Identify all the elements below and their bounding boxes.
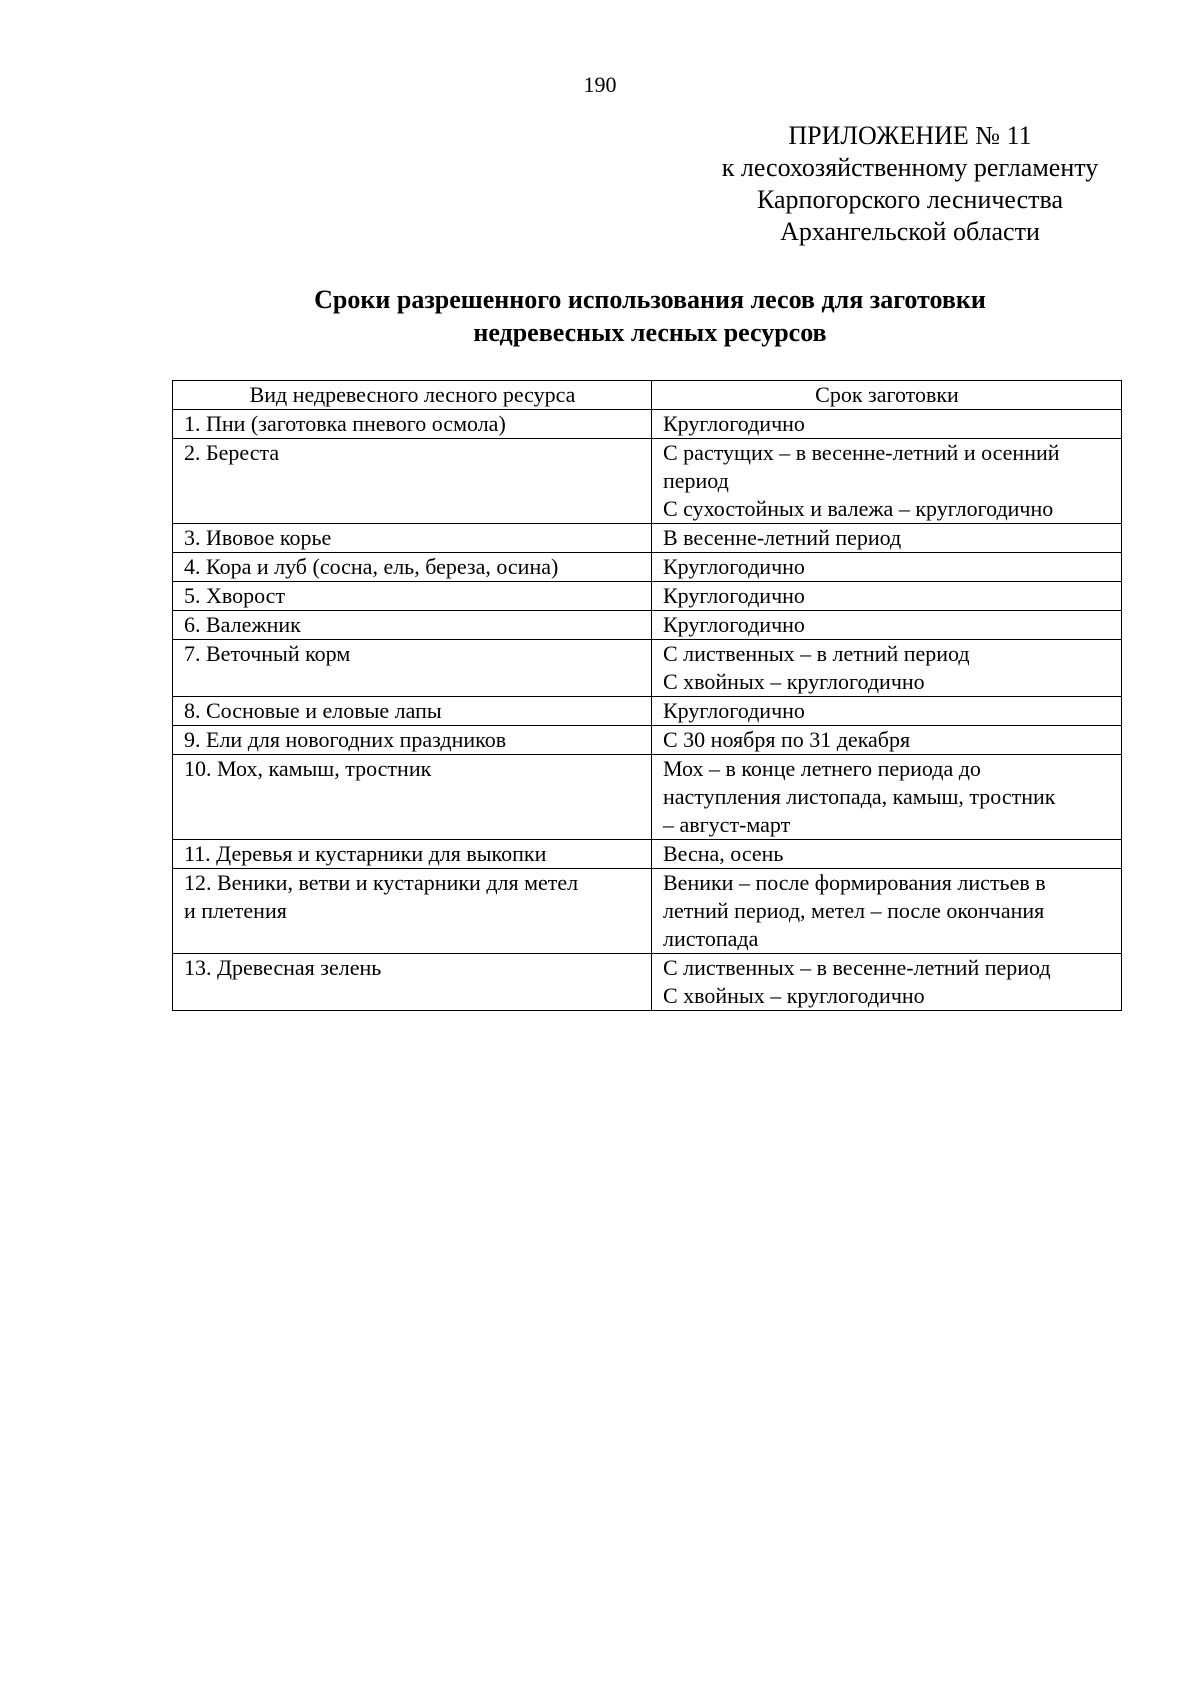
table-body (173, 410, 1122, 1011)
period-line: С растущих – в весенне-летний и осенний (663, 440, 1060, 465)
period-cell (652, 410, 1122, 439)
period-line: С лиственных – в весенне-летний период (663, 955, 1051, 980)
period-line: С лиственных – в летний период (663, 641, 970, 666)
period-cell (652, 439, 1122, 524)
table-row (173, 755, 1122, 840)
table-row (173, 726, 1122, 755)
period-line: Круглогодично (663, 698, 805, 723)
resource-line: 11. Деревья и кустарники для выкопки (184, 841, 547, 866)
resource-cell (173, 439, 652, 524)
resource-cell (173, 582, 652, 611)
resource-cell (173, 640, 652, 697)
document-title-line: Сроки разрешенного использования лесов для заготовки (314, 285, 986, 314)
period-line: Круглогодично (663, 554, 805, 579)
period-line: С хвойных – круглогодично (663, 669, 925, 694)
period-line: листопада (663, 926, 759, 951)
period-line: летний период, метел – после окончания (663, 898, 1045, 923)
table-row (173, 954, 1122, 1011)
resource-cell (173, 755, 652, 840)
period-line: С хвойных – круглогодично (663, 983, 925, 1008)
period-cell (652, 869, 1122, 954)
period-line: Круглогодично (663, 612, 805, 637)
period-line: Веники – после формирования листьев в (663, 870, 1046, 895)
appendix-forestry: Карпогорского лесничества (756, 185, 1063, 214)
resource-line: и плетения (184, 898, 287, 923)
period-cell (652, 640, 1122, 697)
resource-line: 3. Ивовое корье (184, 525, 332, 550)
period-line: Мох – в конце летнего периода до (663, 756, 981, 781)
table-row (173, 439, 1122, 524)
appendix-regulation: к лесохозяйственному регламенту (721, 153, 1099, 182)
table-row (173, 840, 1122, 869)
period-line: С 30 ноября по 31 декабря (663, 727, 911, 752)
resource-line: 8. Сосновые и еловые лапы (184, 698, 442, 723)
resource-line: 10. Мох, камыш, тростник (184, 756, 432, 781)
resource-cell (173, 726, 652, 755)
page-number: 190 (583, 72, 617, 97)
period-line: Круглогодично (663, 583, 805, 608)
period-line: – август-март (663, 812, 791, 837)
resource-cell (173, 954, 652, 1011)
resource-line: 7. Веточный корм (184, 641, 351, 666)
table-row (173, 697, 1122, 726)
period-cell (652, 697, 1122, 726)
document-title (150, 283, 1150, 349)
table-row (173, 640, 1122, 697)
period-cell (652, 954, 1122, 1011)
period-cell (652, 755, 1122, 840)
table-row (173, 524, 1122, 553)
resource-line: 6. Валежник (184, 612, 301, 637)
table-row (173, 582, 1122, 611)
document-title-line: недревесных лесных ресурсов (473, 318, 827, 347)
resource-line: 12. Веники, ветви и кустарники для метел (184, 870, 579, 895)
table-row (173, 869, 1122, 954)
appendix-number: ПРИЛОЖЕНИЕ № 11 (788, 121, 1032, 150)
resource-cell (173, 410, 652, 439)
period-line: Весна, осень (663, 841, 784, 866)
period-line: наступления листопада, камыш, тростник (663, 784, 1056, 809)
period-line: В весенне-летний период (663, 525, 902, 550)
period-cell (652, 582, 1122, 611)
period-cell (652, 553, 1122, 582)
resource-line: 13. Древесная зелень (184, 955, 382, 980)
resource-cell (173, 840, 652, 869)
appendix-heading (680, 120, 1140, 248)
header-harvest-period: Срок заготовки (652, 381, 1122, 410)
period-cell (652, 524, 1122, 553)
resource-cell (173, 611, 652, 640)
resource-cell (173, 869, 652, 954)
resource-line: 2. Береста (184, 440, 280, 465)
period-line: период (663, 468, 729, 493)
table-header-row (173, 381, 1122, 410)
period-cell (652, 611, 1122, 640)
resource-cell (173, 697, 652, 726)
resource-line: 4. Кора и луб (сосна, ель, береза, осина) (184, 554, 559, 579)
period-cell (652, 840, 1122, 869)
table-row (173, 410, 1122, 439)
resource-line: 5. Хворост (184, 583, 286, 608)
period-line: С сухостойных и валежа – круглогодично (663, 496, 1054, 521)
header-resource-type: Вид недревесного лесного ресурса (173, 381, 652, 410)
resource-line: 9. Ели для новогодних праздников (184, 727, 507, 752)
table-row (173, 611, 1122, 640)
resource-cell (173, 524, 652, 553)
resource-cell (173, 553, 652, 582)
appendix-region: Архангельской области (780, 217, 1040, 246)
period-cell (652, 726, 1122, 755)
period-line: Круглогодично (663, 411, 805, 436)
resource-line: 1. Пни (заготовка пневого осмола) (184, 411, 506, 436)
resources-table (172, 380, 1122, 1011)
table-row (173, 553, 1122, 582)
